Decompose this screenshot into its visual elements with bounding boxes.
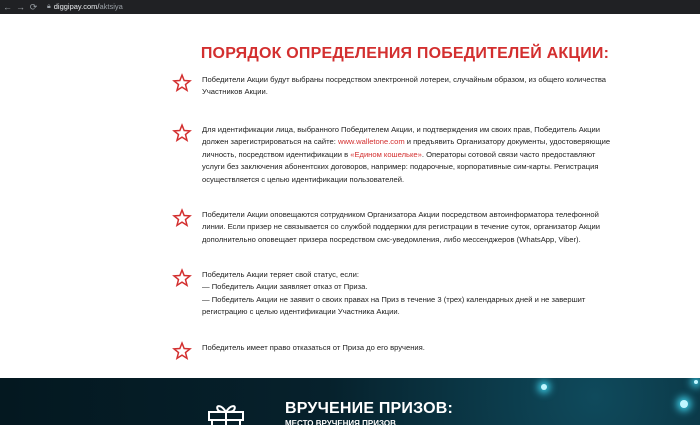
url-host: diggipay.com/ [53,2,100,11]
item-line: дополнительно оповещает призера посредством смс-уведомления, либо мессенджеров (WhatsApp, Viber). [202,234,581,244]
section-title: ВРУЧЕНИЕ ПРИЗОВ: [285,400,454,417]
item-line: Победители Акции оповещаются сотрудником Организатора Акции посредством автоинформатора телефонной [202,210,599,219]
list-item [172,269,632,319]
item-text: личность, посредством идентификации в [202,149,351,159]
prize-section [0,378,700,425]
walletone-link[interactable]: www.walletone.com [337,137,405,147]
gift-icon [207,400,245,425]
item-text: должен зарегистрироваться на сайте: [202,137,338,147]
star-icon [172,123,192,143]
url-field[interactable] [54,0,123,14]
light-spark [694,380,698,384]
lock-icon: 🔒︎ [47,3,51,10]
forward-arrow-icon[interactable]: → [16,2,25,12]
star-icon [172,268,192,288]
browser-address-bar [0,0,700,14]
star-icon [172,73,192,93]
item-line: регистрацию с целью идентификации Участника Акции. [202,307,400,317]
page-title: ПОРЯДОК ОПРЕДЕЛЕНИЯ ПОБЕДИТЕЛЕЙ АКЦИИ: [200,44,610,62]
light-spark [541,384,547,390]
star-icon [172,208,192,228]
light-spark [680,400,688,408]
item-line: Победители Акции будут выбраны посредством электронной лотереи, случайным образом, из общего количества [202,75,607,84]
item-text: . Операторы сотовой связи часто предоставляют [421,149,596,159]
list-item [172,74,632,99]
list-item [172,124,632,186]
back-arrow-icon[interactable]: ← [3,2,12,12]
url-path: aktsiya [99,2,123,11]
reload-icon[interactable]: ⟳ [29,2,38,12]
item-text: и предъявить Организатору документы, удостоверяющие [404,137,611,147]
wallet-link[interactable]: «Едином кошельке» [350,149,422,159]
star-icon [172,341,192,361]
item-line: — Победитель Акции заявляет отказ от Приза. [202,282,368,292]
item-line: Победитель имеет право отказаться от Приза до его вручения. [202,343,425,352]
item-line: услуги без заключения абонентских договоров, например: подарочные, корпоративные сим-карты. Регистрация [202,162,599,172]
section-subtitle: МЕСТО ВРУЧЕНИЯ ПРИЗОВ [285,419,396,425]
item-line: Участников Акции. [202,87,268,97]
item-line [202,149,632,161]
item-line: — Победитель Акции не заявит о своих правах на Приз в течение 3 (трех) календарных дней и не завершит [202,294,586,304]
item-line: осуществляется с целью идентификации пользователей. [202,174,405,184]
list-item [172,342,632,354]
item-line: Для идентификации лица, выбранного Победителем Акции, и подтверждения им своих прав, Победитель Акции [202,125,600,134]
item-line: линии. Если призер не связывается со службой поддержки для регистрации в течение суток, организатор Акции [202,222,601,232]
list-item [172,209,632,246]
item-line: Победитель Акции теряет свой статус, если: [202,270,359,279]
item-line [202,136,632,148]
